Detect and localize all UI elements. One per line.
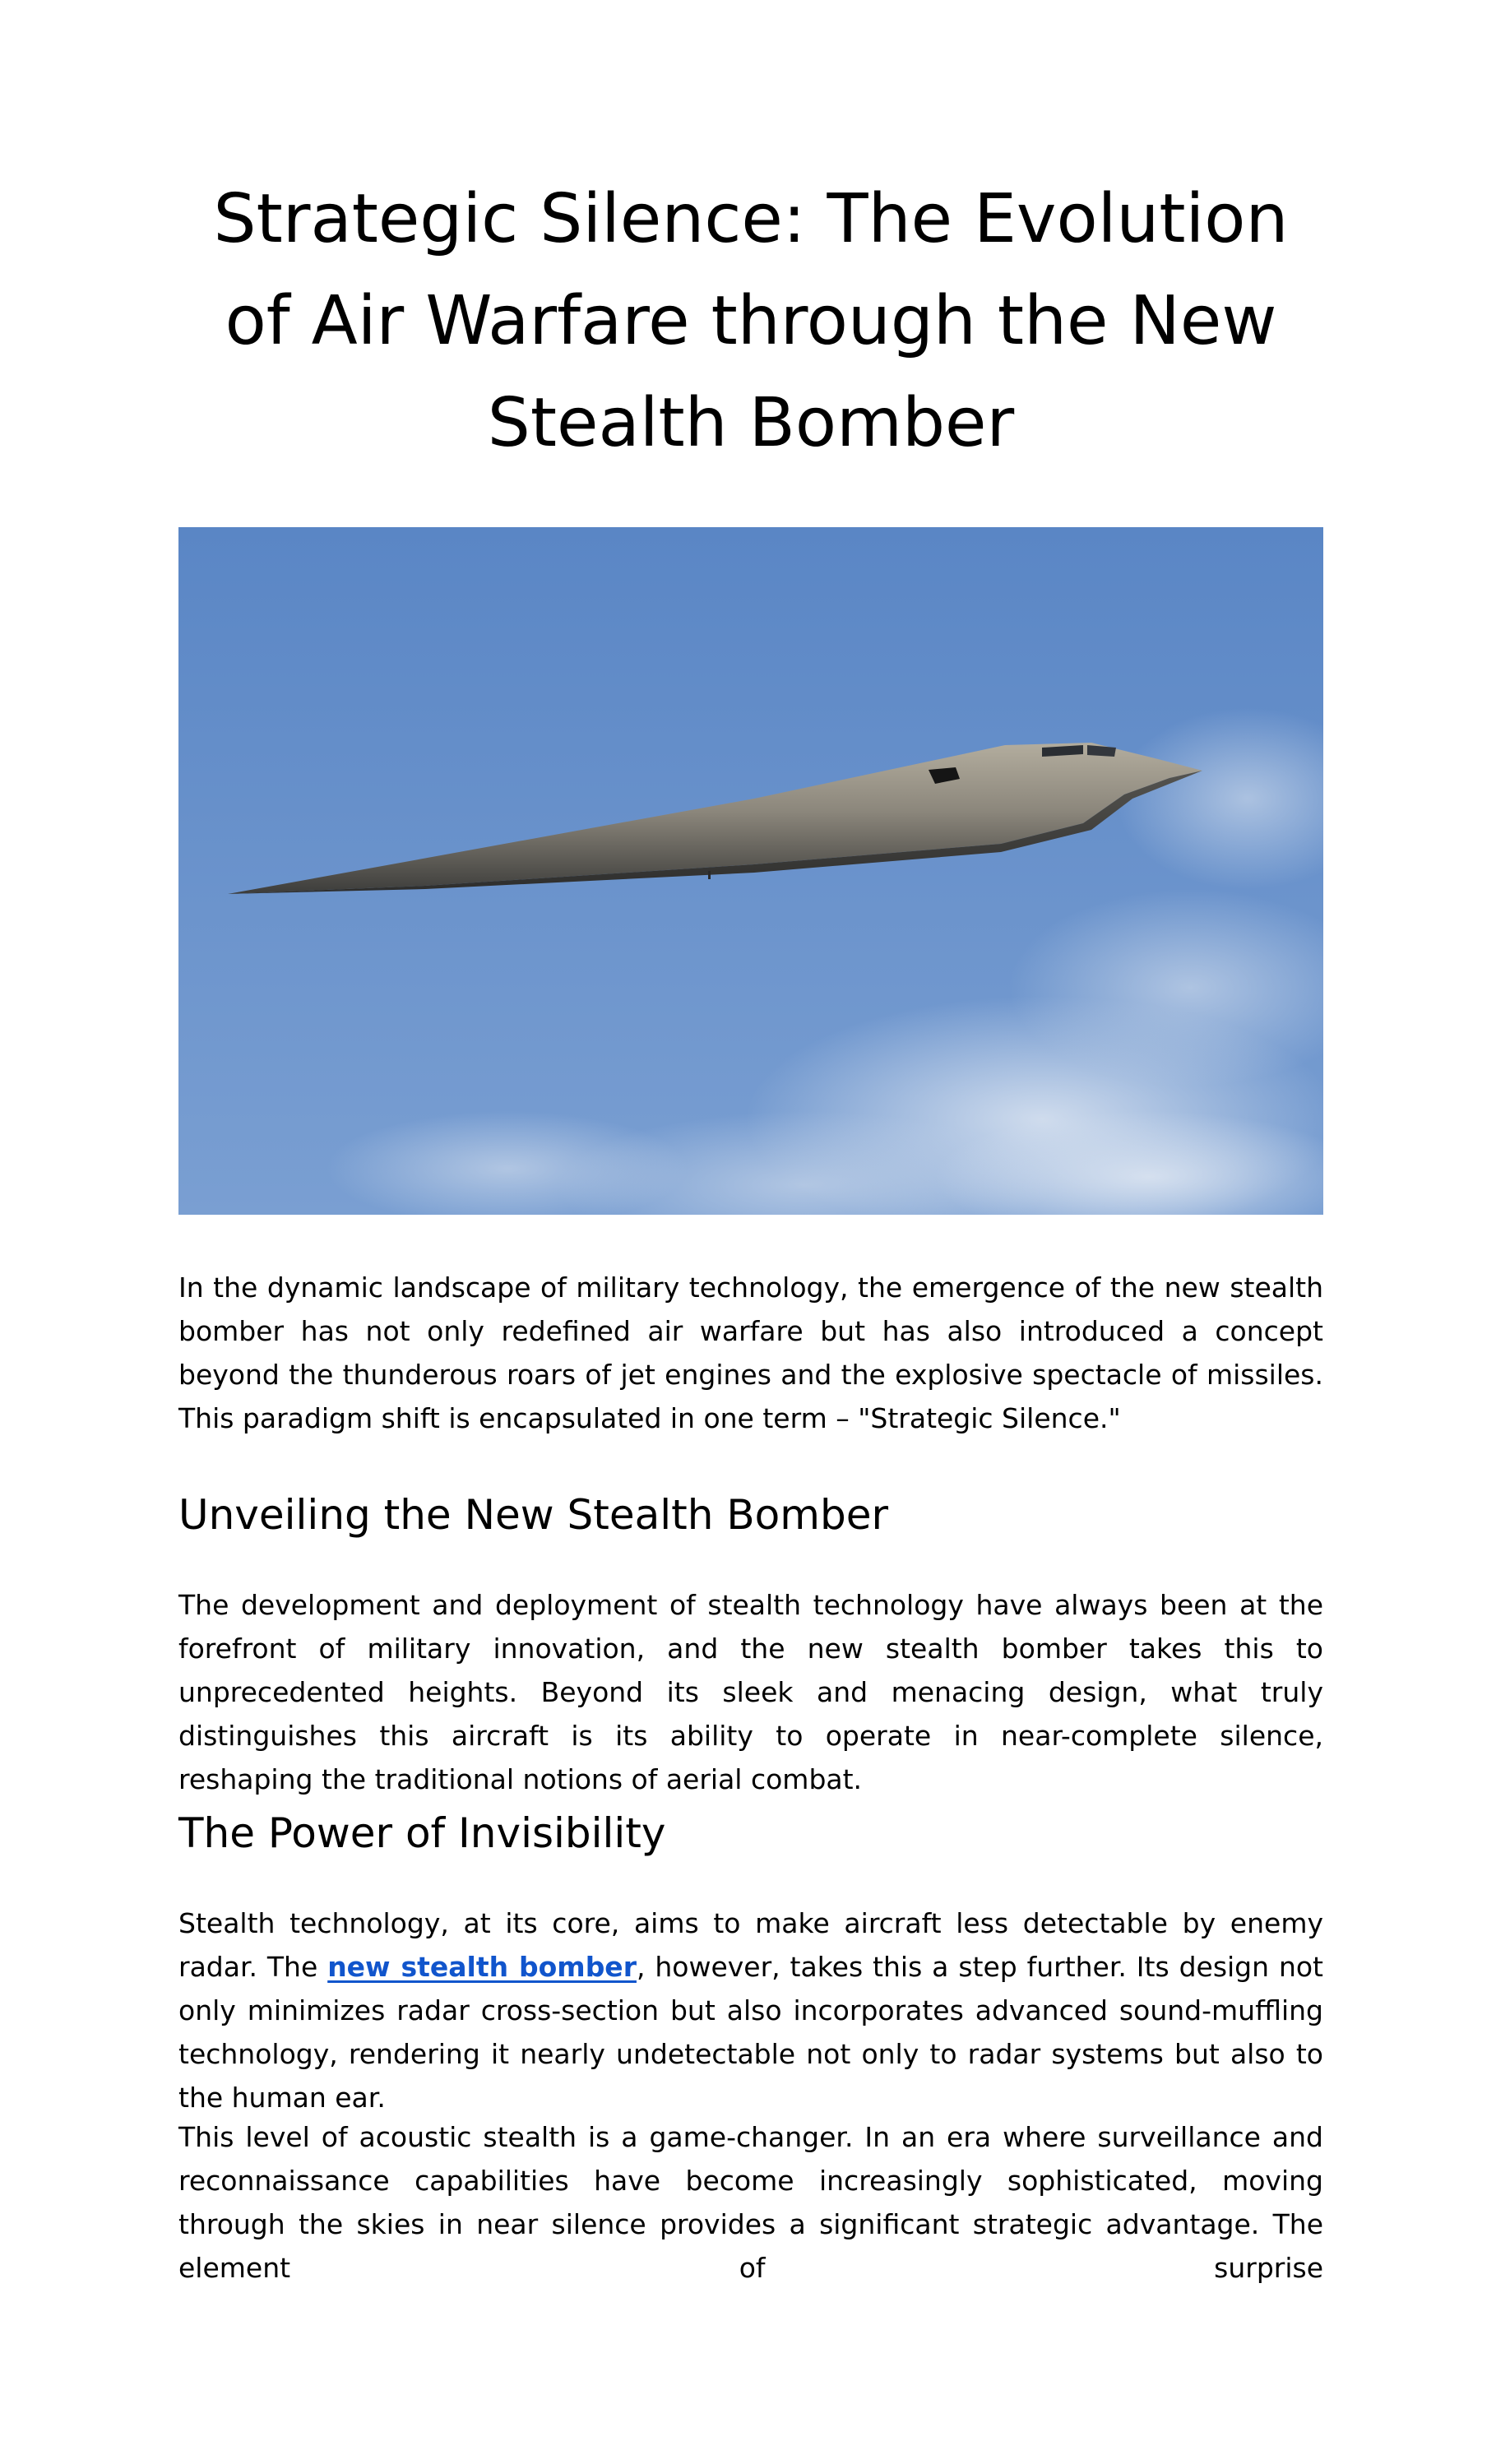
intro-paragraph: In the dynamic landscape of military technology, the emergence of the new stealth bomber has not only redefined air warfare but has also introduced a concept beyond the thunderous roars of jet engines and the explosive spectacle of missiles. This paradigm shift is encapsulated in one term – "Strategic Silence." — [178, 1271, 1323, 1434]
section2-p1-text-after: , however, takes this a step further. Its design not only minimizes radar cross-section but also incorporates advanced sound-muffling technology, rendering it nearly undetectable not only to radar systems but also to the human ear. — [178, 1951, 1323, 2114]
section1-paragraph: The development and deployment of stealth technology have always been at the forefront of military innovation, and the new stealth bomber takes this to unprecedented heights. Beyond its sleek and menacing design, what truly distinguishes this aircraft is its ability to operate in near-complete silence, reshaping the traditional notions of aerial combat. — [178, 1589, 1323, 1795]
new-stealth-bomber-link[interactable]: new stealth bomber — [327, 1951, 637, 1983]
section-heading-invisibility: The Power of Invisibility — [178, 1809, 666, 1857]
stealth-bomber-photo — [178, 527, 1323, 1215]
article-title: Strategic Silence: The Evolution of Air Warfare through the New Stealth Bomber — [213, 180, 1289, 462]
section2-paragraph-2: This level of acoustic stealth is a game-changer. In an era where surveillance and reconnaissance capabilities have become increasingly sophisticated, moving through the skies in near silence provides a significant strategic advantage. The element of surprise — [178, 2121, 1323, 2284]
section2-paragraph-1 — [178, 1901, 1323, 2119]
section-heading-unveiling: Unveiling the New Stealth Bomber — [178, 1491, 889, 1539]
section2-p1-text-before: Stealth technology, at its core, aims to make aircraft less detectable by enemy radar. The — [178, 1907, 1323, 1983]
